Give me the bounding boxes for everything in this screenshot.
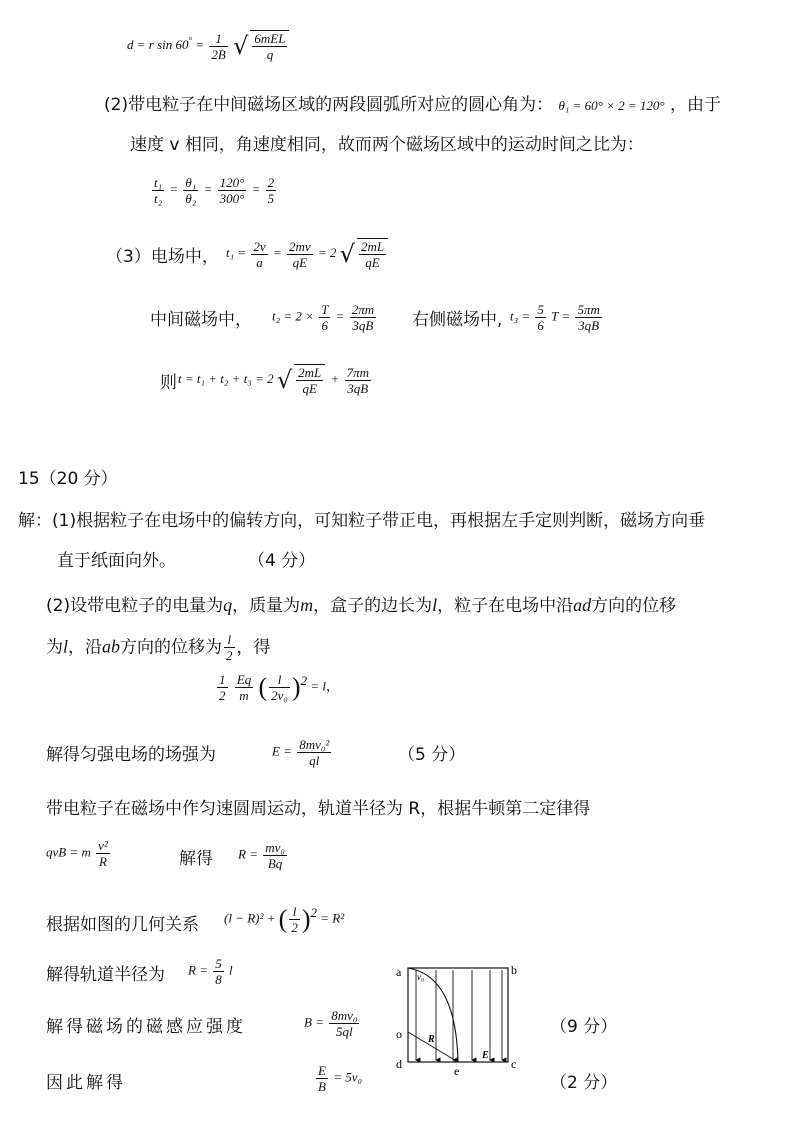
geometry-label: 根据如图的几何关系 bbox=[46, 915, 199, 935]
q15-part1-line2: 直于纸面向外。 bbox=[57, 551, 176, 571]
radius-formula-2: R = $\frac{5}{8}$ l bbox=[188, 956, 233, 987]
radius-formula-1: R = $\frac{\text{mv₀}}{Bq}$ bbox=[238, 840, 285, 871]
trajectory-arc bbox=[408, 968, 458, 1062]
displacement-equation: $\frac{1}{2}$ $\frac{Eq}{m}$ ( $\frac{l}{\text{2v₀}}$ )$^2$ = l， bbox=[219, 672, 339, 703]
part2-line2: 速度 v 相同，角速度相同，故而两个磁场区域中的运动时间之比为： bbox=[130, 135, 644, 155]
mid-field-label: 中间磁场中， bbox=[150, 310, 252, 330]
part3-label: （3）电场中， bbox=[106, 247, 219, 267]
field-strength-label: 解得匀强电场的场强为 bbox=[46, 745, 216, 765]
radius-label: 解得轨道半径为 bbox=[46, 965, 165, 985]
magnetic-field-score: （9 分） bbox=[550, 1017, 618, 1037]
q15-part1-line1: 解：(1)根据粒子在电场中的偏转方向，可知粒子带正电，再根据左手定则判断，磁场方向垂 bbox=[18, 511, 706, 531]
right-field-label: 右侧磁场中, bbox=[412, 310, 503, 330]
label-e: e bbox=[454, 1064, 460, 1078]
question-15-heading: 15（20 分） bbox=[18, 469, 118, 489]
ratio-formula: $\frac{E}{B}$ = 5v₀ bbox=[318, 1063, 363, 1094]
box-diagram bbox=[390, 958, 530, 1080]
field-strength-formula: E = $\frac{\text{8mv₀²}}{ql}$ bbox=[272, 737, 330, 768]
time-ratio-formula: $\frac{\text{t₁}}{\text{t₂}}$ = $\frac{\text{θ₁}}{\text{θ₂}}$ = $\frac{120^\circ}{300^\circ}$ = $\frac{2}{5}$ bbox=[154, 175, 275, 206]
ratio-score: （2 分） bbox=[550, 1073, 618, 1093]
label-a: a bbox=[396, 965, 402, 979]
label-b: b bbox=[511, 963, 517, 977]
label-o: o bbox=[396, 1027, 402, 1041]
solve-label: 解得 bbox=[179, 849, 213, 869]
t3-formula: t₃ = $\frac{5}{6}$ T = $\frac{5\pi m}{3qB}$ bbox=[510, 302, 600, 333]
theta-formula: θ₁ = 60° × 2 = 120° bbox=[558, 98, 665, 113]
box-outline bbox=[408, 968, 508, 1062]
q15-part2-line1: (2)设带电粒子的电量为q，质量为m，盒子的边长为l，粒子在电场中沿ad方向的位移 bbox=[46, 595, 677, 616]
label-d: d bbox=[396, 1057, 402, 1071]
t1-formula: t₁ = $\frac{2v}{a}$ = $\frac{2mv}{qE}$ = 2 √ $\frac{2mL}{qE}$ bbox=[226, 238, 390, 270]
q15-part1-score: （4 分） bbox=[248, 551, 316, 571]
t2-formula: t₂ = 2 × $\frac{T}{6}$ = $\frac{2\pi m}{3qB}$ bbox=[272, 302, 375, 333]
magnetic-field-label: 解得磁场的磁感应强度 bbox=[46, 1017, 246, 1037]
formula-d: d = r sin 60° = $\frac{1}{2B}$ √ $\frac{\text{6mEL}}{q}$ bbox=[127, 30, 291, 62]
label-c: c bbox=[511, 1057, 517, 1071]
total-time-formula: t = t₁ + t₂ + t₃ = 2 √ $\frac{2mL}{qE}$ + $\frac{7\pi m}{3qB}$ bbox=[178, 364, 369, 396]
label-R: R bbox=[428, 1034, 435, 1045]
field-strength-score: （5 分） bbox=[398, 745, 466, 765]
ratio-label: 因此解得 bbox=[46, 1073, 126, 1093]
part2-line1: (2)带电粒子在中间磁场区域的两段圆弧所对应的圆心角为： θ₁ = 60° × 2 = 120° ，由于 bbox=[104, 95, 722, 115]
magnetic-field-formula: B = $\frac{\text{8mv₀}}{5ql}$ bbox=[304, 1008, 358, 1039]
circular-motion-text: 带电粒子在磁场中作匀速圆周运动，轨道半径为 R，根据牛顿第二定律得 bbox=[46, 799, 591, 819]
then-label: 则 bbox=[160, 373, 177, 393]
newton-formula: qvB = m $\frac{\text{v²}}{R}$ bbox=[46, 838, 108, 869]
label-v0: v₀ bbox=[417, 972, 425, 982]
label-E: E bbox=[482, 1050, 489, 1061]
q15-part2-line2: 为l，沿ab方向的位移为 $\frac{l}{2}$ ，得 bbox=[46, 632, 271, 663]
geometry-formula: (l − R)² + ( $\frac{l}{2}$ )$^2$ = R² bbox=[224, 904, 345, 935]
